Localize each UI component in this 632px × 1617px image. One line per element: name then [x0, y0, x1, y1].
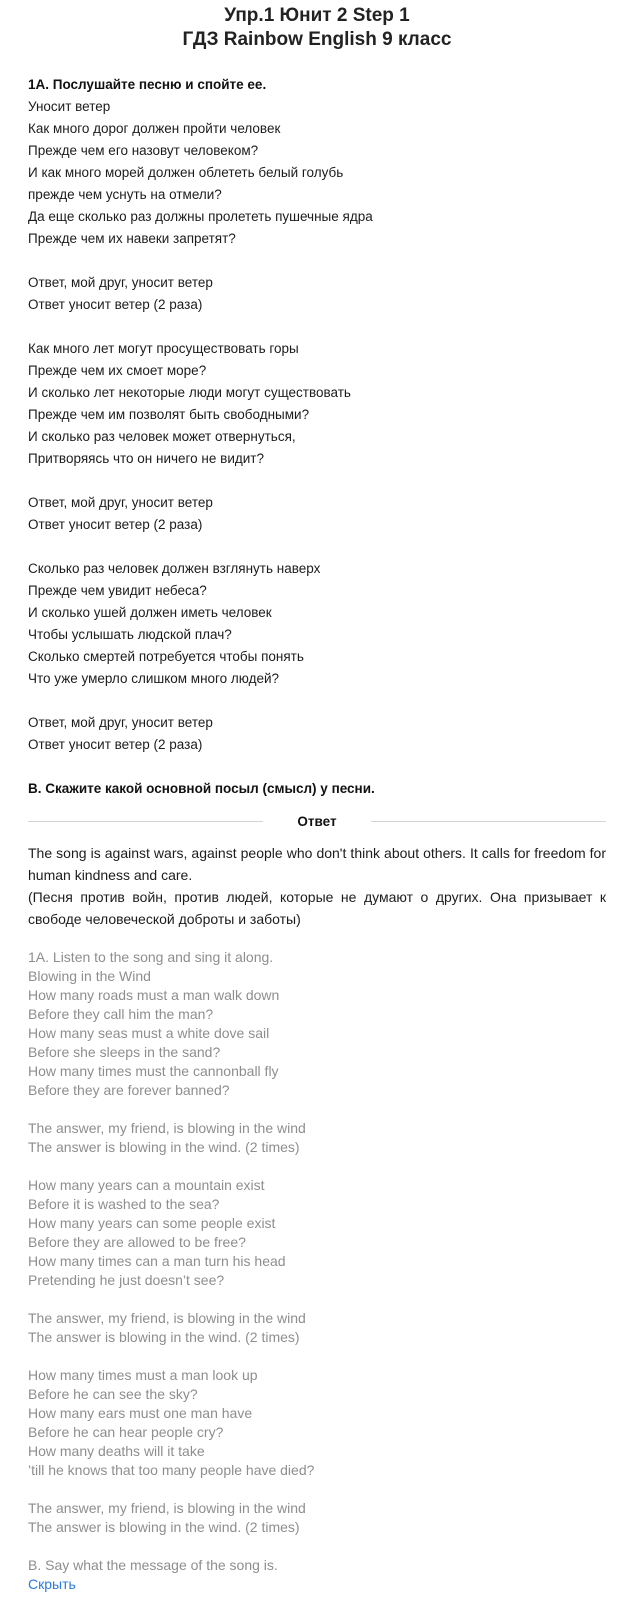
- english-line: How many roads must a man walk down: [28, 987, 280, 1003]
- lyric-line: Да еще сколько раз должны пролететь пушечные ядра: [28, 209, 373, 224]
- english-line: Before they call him the man?: [28, 1006, 214, 1022]
- english-line: Before he can see the sky?: [28, 1386, 198, 1402]
- page-title: [28, 4, 606, 52]
- english-line: How many years can a mountain exist: [28, 1177, 265, 1193]
- lyric-line: Ответ, мой друг, уносит ветер: [28, 715, 213, 730]
- stanza-gap: [28, 1100, 606, 1119]
- english-line: How many seas must a white dove sail: [28, 1025, 270, 1041]
- stanza-gap: [28, 316, 606, 338]
- divider-rule-right: [371, 821, 606, 822]
- lyric-line: Как много лет могут просуществовать горы: [28, 341, 299, 356]
- page: [0, 4, 632, 1594]
- page-title-line1: Упр.1 Юнит 2 Step 1: [224, 5, 410, 26]
- english-line: The answer is blowing in the wind. (2 times): [28, 1139, 300, 1155]
- english-line: How many times must the cannonball fly: [28, 1063, 279, 1079]
- answer-label: Ответ: [297, 813, 337, 829]
- lyric-line: Прежде чем их смоет море?: [28, 363, 207, 378]
- answer-divider: [28, 810, 606, 832]
- stanza-gap: [28, 536, 606, 558]
- lyric-line: Уносит ветер: [28, 99, 111, 114]
- stanza-gap: [28, 1290, 606, 1309]
- stanza-gap: [28, 250, 606, 272]
- lyric-line: Прежде чем их навеки запретят?: [28, 231, 236, 246]
- lyric-line: Ответ уносит ветер (2 раза): [28, 517, 203, 532]
- english-line: B. Say what the message of the song is.: [28, 1557, 278, 1573]
- lyric-line: Прежде чем им позволят быть свободными?: [28, 407, 310, 422]
- english-line: The answer, my friend, is blowing in the wind: [28, 1120, 306, 1136]
- stanza-gap: [28, 1480, 606, 1499]
- english-line: Blowing in the Wind: [28, 968, 151, 984]
- lyric-line: Сколько смертей потребуется чтобы понять: [28, 649, 304, 664]
- stanza-gap: [28, 690, 606, 712]
- task-b-heading: B. Скажите какой основной посыл (смысл) у песни.: [28, 781, 375, 796]
- english-line: How many times must a man look up: [28, 1367, 258, 1383]
- answer-english: The song is against wars, against people who don't think about others. It calls for freedom for human kindness and care.: [28, 845, 606, 883]
- lyric-line: Прежде чем его назовут человеком?: [28, 143, 259, 158]
- lyric-line: Ответ уносит ветер (2 раза): [28, 297, 203, 312]
- lyric-line: Что уже умерло слишком много людей?: [28, 671, 280, 686]
- lyric-line: Чтобы услышать людской плач?: [28, 627, 232, 642]
- divider-rule-left: [28, 821, 263, 822]
- answer-text: [28, 842, 606, 930]
- english-line: How many ears must one man have: [28, 1405, 253, 1421]
- english-line: Before they are forever banned?: [28, 1082, 230, 1098]
- english-line: How many deaths will it take: [28, 1443, 205, 1459]
- hide-link[interactable]: Скрыть: [28, 1576, 76, 1592]
- english-line: Before he can hear people cry?: [28, 1424, 224, 1440]
- lyric-line: Прежде чем увидит небеса?: [28, 583, 207, 598]
- lyric-line: И сколько раз человек может отвернуться,: [28, 429, 296, 444]
- lyric-line: Притворяясь что он ничего не видит?: [28, 451, 264, 466]
- english-line: The answer, my friend, is blowing in the wind: [28, 1500, 306, 1516]
- english-line: Before it is washed to the sea?: [28, 1196, 220, 1212]
- lyric-line: Ответ уносит ветер (2 раза): [28, 737, 203, 752]
- english-line: How many times can a man turn his head: [28, 1253, 286, 1269]
- page-title-line2: ГДЗ Rainbow English 9 класс: [182, 29, 452, 50]
- english-line: Pretending he just doesn’t see?: [28, 1272, 225, 1288]
- lyric-line: прежде чем уснуть на отмели?: [28, 187, 222, 202]
- english-line: The answer is blowing in the wind. (2 times): [28, 1519, 300, 1535]
- english-lyrics: [28, 948, 606, 1575]
- russian-lyrics: [28, 96, 606, 756]
- stanza-gap: [28, 1157, 606, 1176]
- english-line: ’till he knows that too many people have died?: [28, 1462, 315, 1478]
- lyric-line: Сколько раз человек должен взглянуть наверх: [28, 561, 321, 576]
- english-line: The answer is blowing in the wind. (2 times): [28, 1329, 300, 1345]
- english-line: Before they are allowed to be free?: [28, 1234, 246, 1250]
- english-line: How many years can some people exist: [28, 1215, 276, 1231]
- lyric-line: И как много морей должен облететь белый голубь: [28, 165, 344, 180]
- lyric-line: Как много дорог должен пройти человек: [28, 121, 281, 136]
- answer-russian: (Песня против войн, против людей, которые не думают о других. Она призывает к свободе человеческой доброты и заботы): [28, 889, 606, 927]
- stanza-gap: [28, 470, 606, 492]
- lyric-line: Ответ, мой друг, уносит ветер: [28, 275, 213, 290]
- english-line: The answer, my friend, is blowing in the wind: [28, 1310, 306, 1326]
- stanza-gap: [28, 1537, 606, 1556]
- task-1a-heading: 1А. Послушайте песню и спойте ее.: [28, 77, 267, 92]
- stanza-gap: [28, 1347, 606, 1366]
- english-line: Before she sleeps in the sand?: [28, 1044, 221, 1060]
- lyric-line: Ответ, мой друг, уносит ветер: [28, 495, 213, 510]
- english-line: 1A. Listen to the song and sing it along.: [28, 949, 274, 965]
- lyric-line: И сколько ушей должен иметь человек: [28, 605, 272, 620]
- lyric-line: И сколько лет некоторые люди могут существовать: [28, 385, 351, 400]
